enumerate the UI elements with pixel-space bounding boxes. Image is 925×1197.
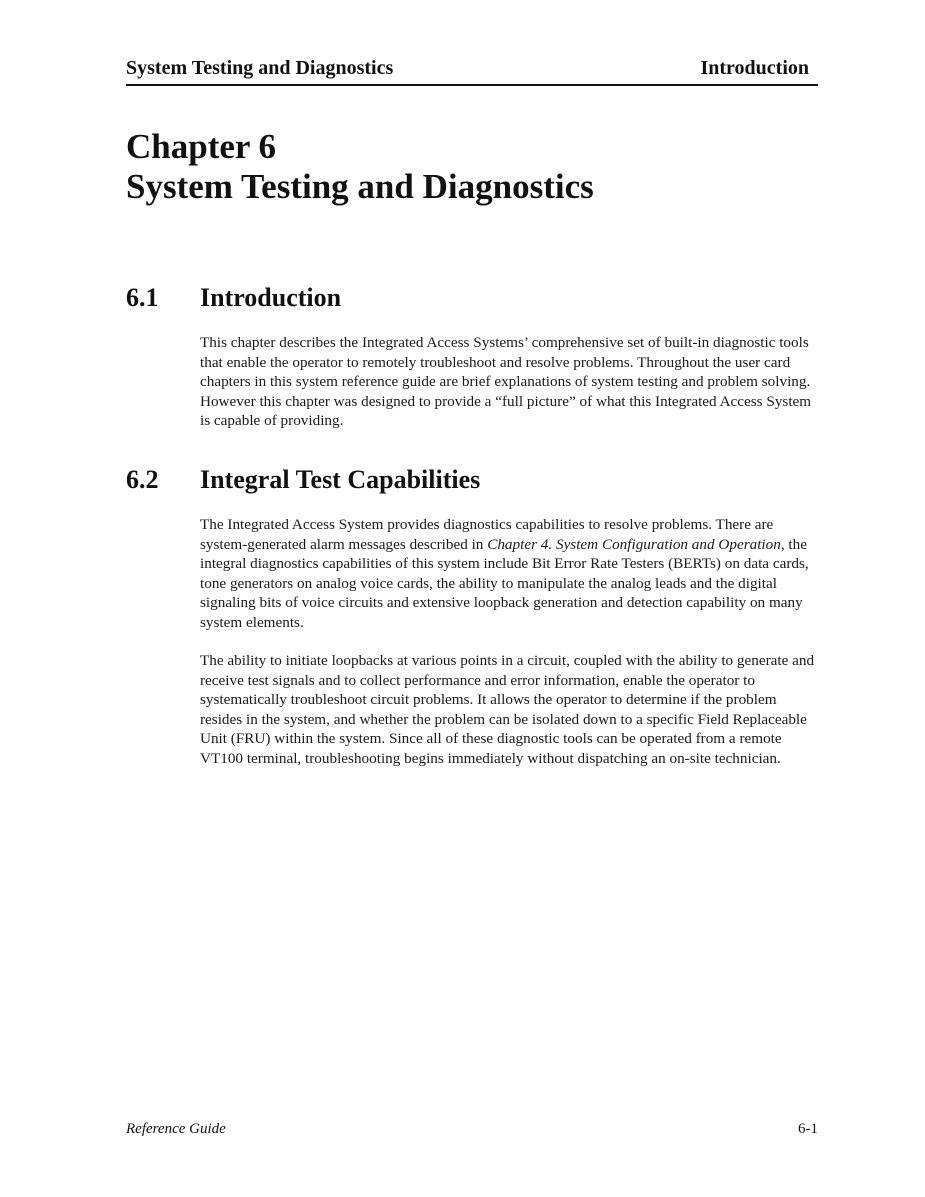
page-number: 6-1	[798, 1121, 818, 1137]
intro-paragraph: This chapter describes the Integrated Access Systems’ comprehensive set of built-in diagnostic tools that enable the operator to remotely troubleshoot and resolve problems. Throughout the user card chapters in this system reference guide are brief explanations of system testing and problem solving. However this chapter was designed to provide a “full picture” of what this Integrated Access System is capable of providing.	[200, 334, 812, 429]
section-heading-6-1	[126, 282, 818, 314]
chapter-number: Chapter 6	[126, 127, 277, 166]
footer-document-title: Reference Guide	[126, 1121, 226, 1137]
header-section-title: Introduction	[700, 57, 809, 79]
section-title: Integral Test Capabilities	[200, 465, 481, 494]
section-heading-6-2	[126, 464, 818, 496]
section-number: 6.2	[126, 465, 159, 494]
section-number: 6.1	[126, 283, 159, 312]
paragraph-text: The Integrated Access System provides diagnostics capabilities to resolve problems. There are system-generated alarm messages described in	[200, 516, 774, 553]
loopback-paragraph: The ability to initiate loopbacks at various points in a circuit, coupled with the ability to generate and receive test signals and to collect performance and error information, enable the operator to systematically troubleshoot circuit problems. It allows the operator to determine if the problem resides in the system, and whether the problem can be isolated down to a specific Field Replaceable Unit (FRU) within the system. Since all of these diagnostic tools can be operated from a remote VT100 terminal, troubleshooting begins immediately without dispatching an on-site technician.	[200, 652, 815, 767]
section-title: Introduction	[200, 283, 342, 312]
chapter-name: System Testing and Diagnostics	[126, 167, 594, 206]
page-footer	[126, 1121, 818, 1141]
running-header	[126, 56, 818, 86]
chapter-title	[126, 127, 818, 207]
paragraph-text: , the integral diagnostics capabilities of this system include Bit Error Rate Testers (BERTs) on data cards, tone generators on analog voice cards, the ability to manipulate the analog leads and the digital signaling bits of voice circuits and extensive loopback generation and detection capability on many system elements.	[200, 535, 809, 631]
chapter-reference: Chapter 4. System Configuration and Operation	[487, 535, 781, 553]
header-chapter-title: System Testing and Diagnostics	[126, 57, 394, 79]
capabilities-paragraph	[200, 515, 818, 632]
